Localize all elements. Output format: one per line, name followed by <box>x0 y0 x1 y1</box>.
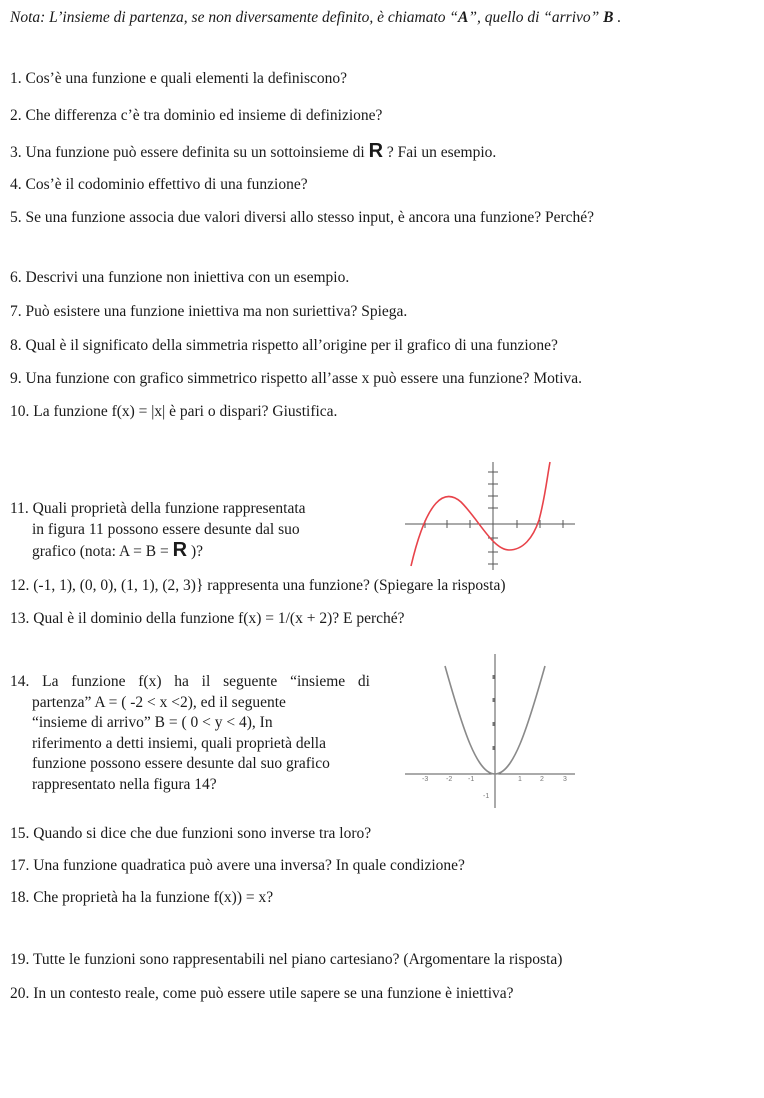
question-3 <box>10 141 496 163</box>
question-12: 12. (-1, 1), (0, 0), (1, 1), (2, 3)} rappresenta una funzione? (Spiegare la risposta) <box>10 577 506 594</box>
x-tick-label: -1 <box>468 776 475 783</box>
real-numbers-symbol: R <box>368 140 384 162</box>
note-set-a: A <box>458 9 469 26</box>
question-15: 15. Quando si dice che due funzioni sono inverse tra loro? <box>10 825 372 842</box>
x-tick-label: -3 <box>422 776 429 783</box>
question-4: 4. Cos’è il codominio effettivo di una funzione? <box>10 176 308 193</box>
question-11-text: grafico (nota: A = B = <box>32 543 173 560</box>
question-1: 1. Cos’è una funzione e quali elementi la definiscono? <box>10 70 348 87</box>
question-14-line: partenza” A = ( -2 < x <2), ed il seguente <box>32 693 286 711</box>
question-20: 20. In un contesto reale, come può essere utile sapere se una funzione è iniettiva? <box>10 985 514 1002</box>
question-6: 6. Descrivi una funzione non iniettiva con un esempio. <box>10 269 350 286</box>
x-tick-label: 3 <box>563 776 567 783</box>
note-text-middle: ”, quello di “arrivo” <box>468 9 604 26</box>
x-tick-label: 1 <box>518 776 522 783</box>
question-3-text: 3. Una funzione può essere definita su un sottoinsieme di <box>10 144 369 161</box>
question-14-line: funzione possono essere desunte dal suo grafico <box>32 755 330 772</box>
question-11 <box>10 499 370 563</box>
x-tick-label: -2 <box>446 776 453 783</box>
cubic-curve <box>411 462 550 566</box>
question-17: 17. Una funzione quadratica può avere una inversa? In quale condizione? <box>10 857 465 874</box>
figure-14-parabola-graph <box>405 650 580 810</box>
question-11-line: in figura 11 possono essere desunte dal suo <box>32 520 300 538</box>
question-11-line: 11. Quali proprietà della funzione rappresentata <box>10 500 306 517</box>
axis-ticks <box>425 472 563 564</box>
x-tick-label: 2 <box>540 776 544 783</box>
note-set-b: B <box>603 9 614 26</box>
note <box>10 8 621 28</box>
question-10: 10. La funzione f(x) = |x| è pari o dispari? Giustifica. <box>10 403 338 420</box>
question-11-line <box>10 540 370 563</box>
question-14-line: riferimento a detti insiemi, quali proprietà della <box>32 734 326 752</box>
y-tick-label: -1 <box>483 793 490 800</box>
question-8: 8. Qual è il significato della simmetria rispetto all’origine per il grafico di una funzione? <box>10 337 558 354</box>
question-14-line: 14. La funzione f(x) ha il seguente “insieme di <box>10 673 370 690</box>
y-tick-marks <box>493 675 495 750</box>
question-14-line: “insieme di arrivo” B = ( 0 < y < 4), In <box>32 714 273 731</box>
question-19: 19. Tutte le funzioni sono rappresentabili nel piano cartesiano? (Argomentare la risposta) <box>10 951 563 968</box>
question-2: 2. Che differenza c’è tra dominio ed insieme di definizione? <box>10 107 383 124</box>
note-text: Nota: L’insieme di partenza, se non diversamente definito, è chiamato “ <box>10 9 459 26</box>
question-13: 13. Qual è il dominio della funzione f(x) = 1/(x + 2)? E perché? <box>10 610 405 627</box>
question-7: 7. Può esistere una funzione iniettiva ma non suriettiva? Spiega. <box>10 303 408 320</box>
question-14 <box>10 672 370 795</box>
figure-11-cubic-graph <box>405 458 580 573</box>
question-11-text-end: )? <box>187 543 203 560</box>
question-5: 5. Se una funzione associa due valori diversi allo stesso input, è ancora una funzione? Perché? <box>10 209 595 226</box>
question-14-line: rappresentato nella figura 14? <box>32 775 217 793</box>
question-9: 9. Una funzione con grafico simmetrico rispetto all’asse x può essere una funzione? Motiva. <box>10 370 583 387</box>
question-18: 18. Che proprietà ha la funzione f(x)) = x? <box>10 889 274 906</box>
note-text-end: . <box>613 9 622 26</box>
real-numbers-symbol: R <box>172 539 188 561</box>
question-3-text-end: ? Fai un esempio. <box>383 144 497 161</box>
